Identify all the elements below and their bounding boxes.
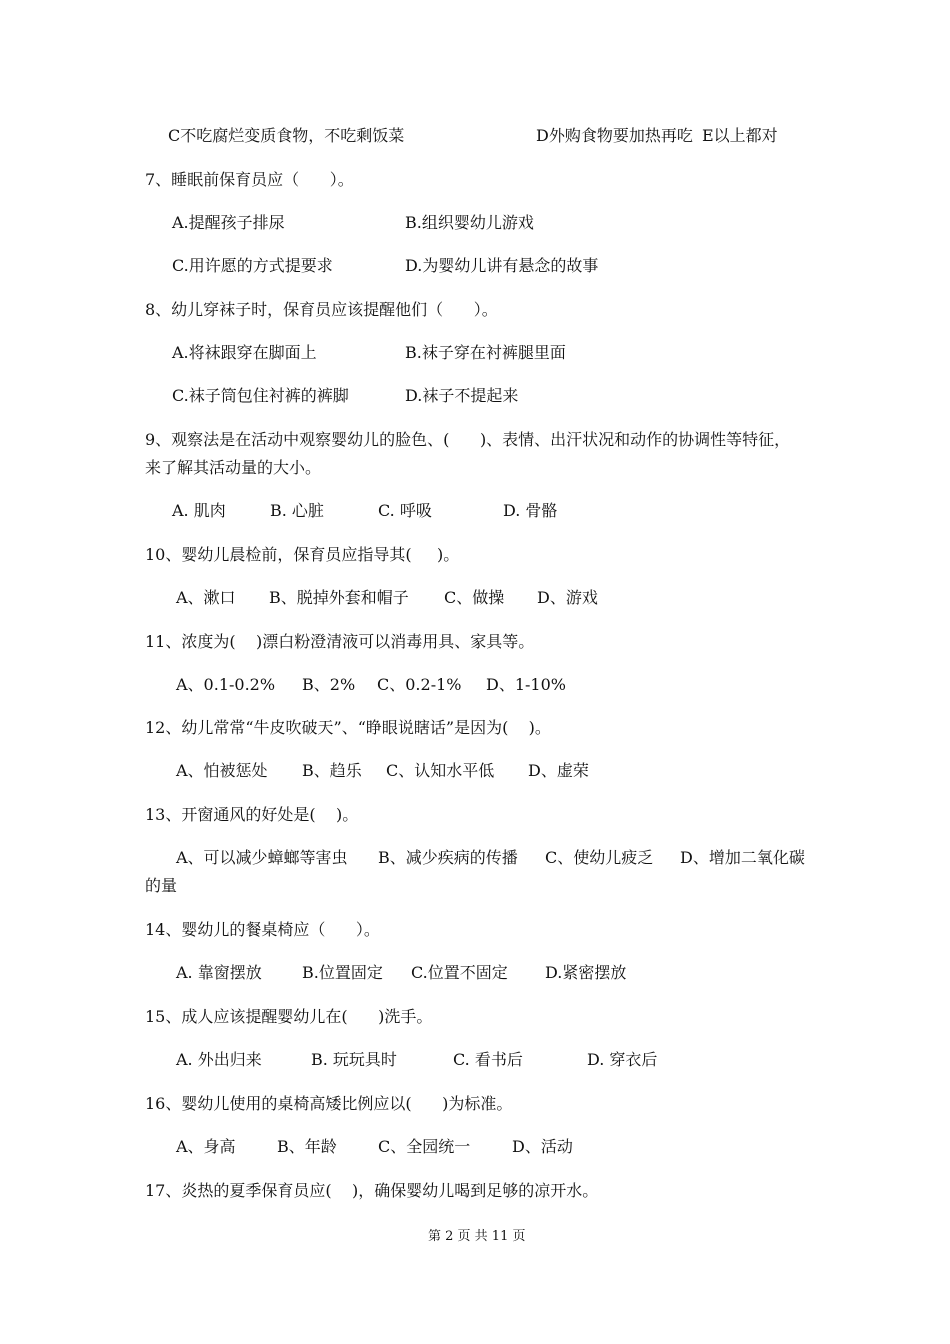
option: D、1-10% <box>486 675 566 694</box>
option: A、0.1-0.2% <box>176 675 276 694</box>
option: C、做操 <box>444 588 505 607</box>
option: B.位置固定 <box>302 963 383 982</box>
question-stem: 9、观察法是在活动中观察婴幼儿的脸色、( )、表情、出汗状况和动作的协调性等特征， <box>145 430 791 449</box>
option: A、身高 <box>176 1137 236 1156</box>
option: B、趋乐 <box>302 761 362 780</box>
option: A. 肌肉 <box>172 501 226 520</box>
option: D.袜子不提起来 <box>405 386 519 405</box>
option: D、虚荣 <box>528 761 589 780</box>
option: A、怕被惩处 <box>176 761 268 780</box>
option: A. 靠窗摆放 <box>176 963 262 982</box>
option: A.提醒孩子排尿 <box>172 213 285 232</box>
question-stem: 14、婴幼儿的餐桌椅应（ ）。 <box>145 920 380 939</box>
option: B. 心脏 <box>270 501 324 520</box>
option: C、全园统一 <box>378 1137 471 1156</box>
option: D. 骨骼 <box>503 501 558 520</box>
option-e-prev: E以上都对 <box>702 126 778 145</box>
option: B.组织婴幼儿游戏 <box>405 213 534 232</box>
question-stem: 16、婴幼儿使用的桌椅高矮比例应以( )为标准。 <box>145 1094 513 1113</box>
page-number-footer: 第 2 页 共 11 页 <box>428 1229 526 1244</box>
option: D、增加二氧化碳 <box>680 848 805 867</box>
option: B. 玩玩具时 <box>311 1050 397 1069</box>
option-d-prev: D外购食物要加热再吃 <box>536 126 693 145</box>
question-stem: 8、幼儿穿袜子时，保育员应该提醒他们（ ）。 <box>145 300 498 319</box>
question-stem: 7、睡眠前保育员应（ ）。 <box>145 170 354 189</box>
option: C.用许愿的方式提要求 <box>172 256 333 275</box>
option: A. 外出归来 <box>176 1050 262 1069</box>
option: C、认知水平低 <box>386 761 495 780</box>
option-c-prev: C不吃腐烂变质食物，不吃剩饭菜 <box>168 126 405 145</box>
option: B、脱掉外套和帽子 <box>269 588 409 607</box>
question-stem: 15、成人应该提醒婴幼儿在( )洗手。 <box>145 1007 433 1026</box>
question-stem: 10、婴幼儿晨检前，保育员应指导其( )。 <box>145 545 460 564</box>
question-stem: 11、浓度为( )漂白粉澄清液可以消毒用具、家具等。 <box>145 632 535 651</box>
option: C、0.2-1% <box>377 675 462 694</box>
question-stem: 12、幼儿常常“牛皮吹破天”、“睁眼说瞎话”是因为( )。 <box>145 718 551 737</box>
option: C. 呼吸 <box>378 501 432 520</box>
option: A.将袜跟穿在脚面上 <box>172 343 317 362</box>
option: D.为婴幼儿讲有悬念的故事 <box>405 256 599 275</box>
option: D.紧密摆放 <box>545 963 627 982</box>
question-stem: 13、开窗通风的好处是( )。 <box>145 805 359 824</box>
option: D. 穿衣后 <box>587 1050 658 1069</box>
option: A、漱口 <box>176 588 236 607</box>
option: B、年龄 <box>277 1137 337 1156</box>
option: B.袜子穿在衬裤腿里面 <box>405 343 566 362</box>
option: C. 看书后 <box>453 1050 523 1069</box>
option-continuation: 的量 <box>145 876 178 895</box>
option: C.袜子筒包住衬裤的裤脚 <box>172 386 349 405</box>
option: B、2% <box>302 675 356 694</box>
option: D、游戏 <box>537 588 598 607</box>
question-stem: 17、炎热的夏季保育员应( )，确保婴幼儿喝到足够的凉开水。 <box>145 1181 599 1200</box>
option: C.位置不固定 <box>411 963 508 982</box>
option: D、活动 <box>512 1137 573 1156</box>
option: B、减少疾病的传播 <box>378 848 518 867</box>
option: A、可以减少蟑螂等害虫 <box>176 848 348 867</box>
question-stem-continuation: 来了解其活动量的大小。 <box>145 458 322 477</box>
option: C、使幼儿疲乏 <box>545 848 654 867</box>
